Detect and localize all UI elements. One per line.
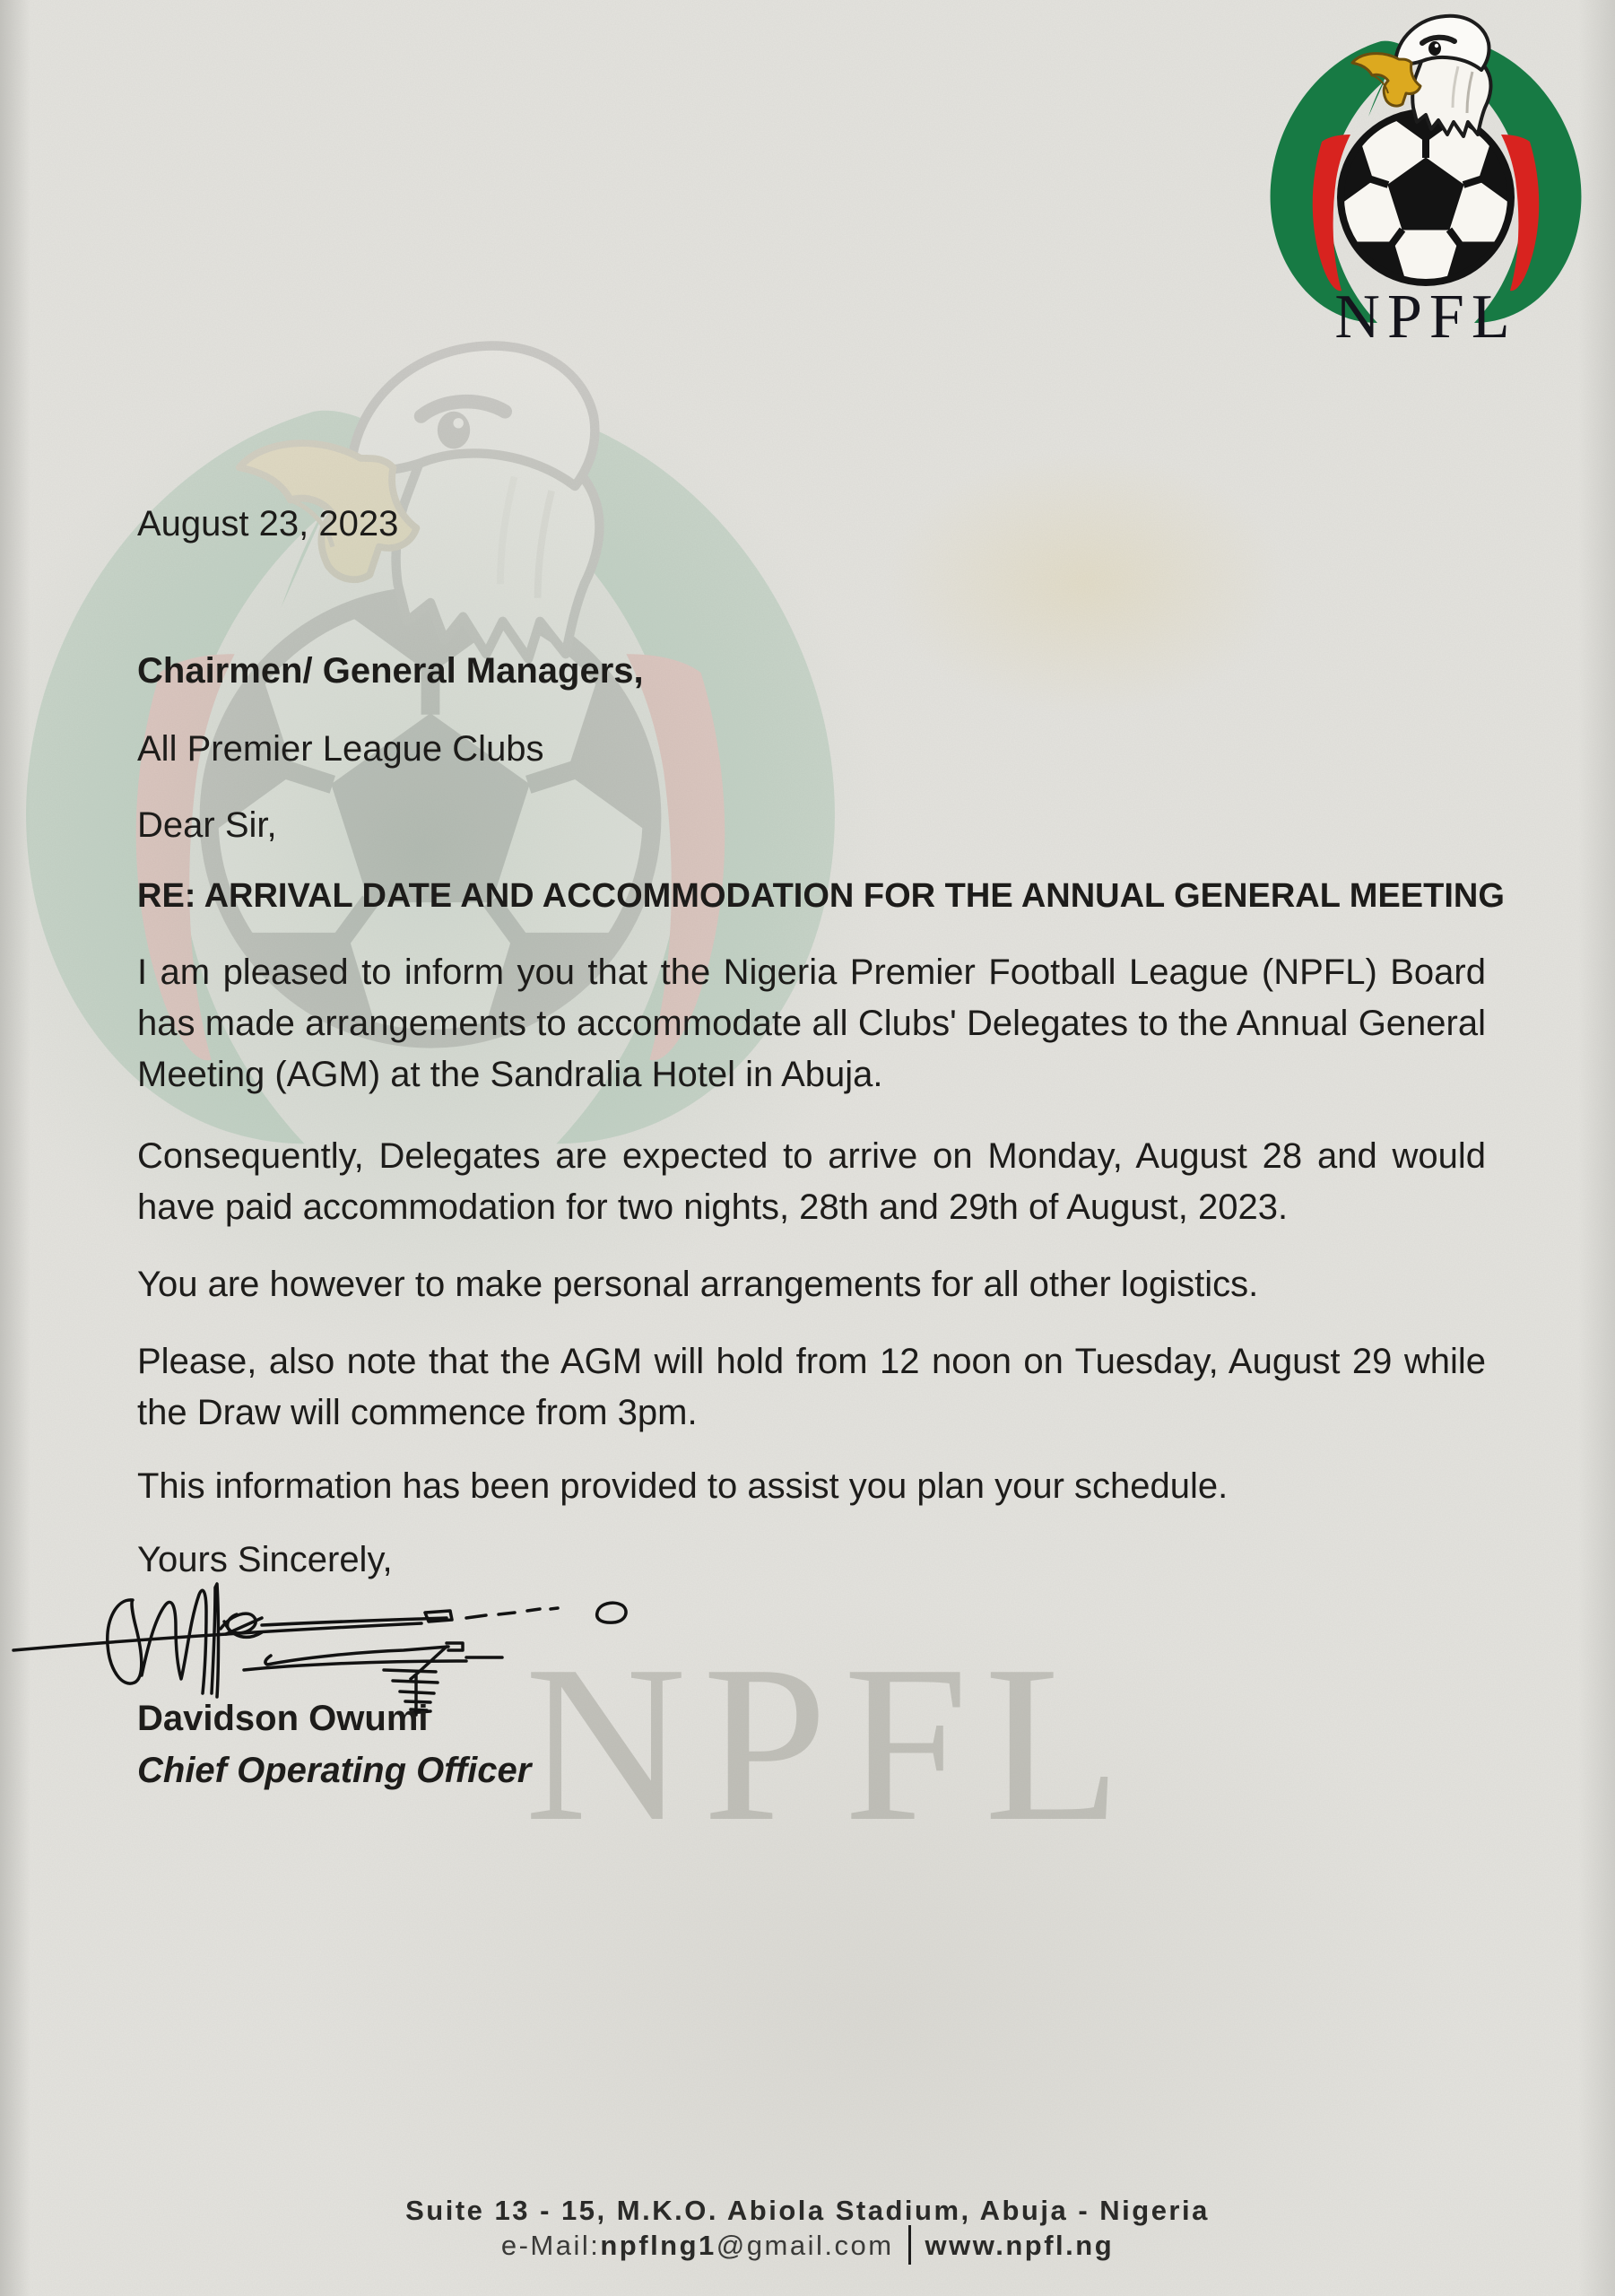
salutation: Dear Sir, <box>137 805 277 845</box>
footer <box>0 2194 1615 2267</box>
recipient-org: All Premier League Clubs <box>137 729 544 769</box>
npfl-watermark-text: NPFL <box>525 1620 1138 1868</box>
closing: Yours Sincerely, <box>137 1540 393 1579</box>
footer-email-label: e-Mail: <box>500 2230 601 2262</box>
body-paragraph-2: Consequently, Delegates are expected to arrive on Monday, August 28 and would have paid accommodation for two nights, 28th and 29th of August, 2023. <box>137 1136 1486 1227</box>
body-paragraph-5: This information has been provided to assist you plan your schedule. <box>137 1466 1229 1506</box>
letter-date: August 23, 2023 <box>137 504 399 544</box>
body-paragraph-4: Please, also note that the AGM will hold from 12 noon on Tuesday, August 29 while the Draw will commence from 3pm. <box>137 1342 1486 1432</box>
footer-email-user: npflng1 <box>600 2230 716 2262</box>
signatory-title: Chief Operating Officer <box>137 1751 532 1790</box>
recipient-line: Chairmen/ General Managers, <box>137 651 644 691</box>
npfl-crest-logo <box>1246 7 1605 348</box>
subject-line: RE: ARRIVAL DATE AND ACCOMMODATION FOR THE ANNUAL GENERAL MEETING <box>137 877 1505 915</box>
footer-website: www.npfl.ng <box>925 2230 1115 2262</box>
body-paragraph-3: You are however to make personal arrangements for all other logistics. <box>137 1265 1259 1304</box>
signatory-name: Davidson Owumi <box>137 1699 429 1738</box>
footer-email-domain: @gmail.com <box>716 2230 894 2262</box>
logo-wordmark: NPFL <box>1334 283 1517 348</box>
footer-address: Suite 13 - 15, M.K.O. Abiola Stadium, Abuja - Nigeria <box>405 2195 1210 2226</box>
footer-divider <box>908 2225 911 2265</box>
footer-contact-line <box>0 2228 1615 2267</box>
body-paragraph-1: I am pleased to inform you that the Nigeria Premier Football League (NPFL) Board has made arrangements to accommodate all Clubs' Delegates to the Annual General Meeting (AGM) at the Sandralia Hotel in Abuja. <box>137 952 1486 1094</box>
